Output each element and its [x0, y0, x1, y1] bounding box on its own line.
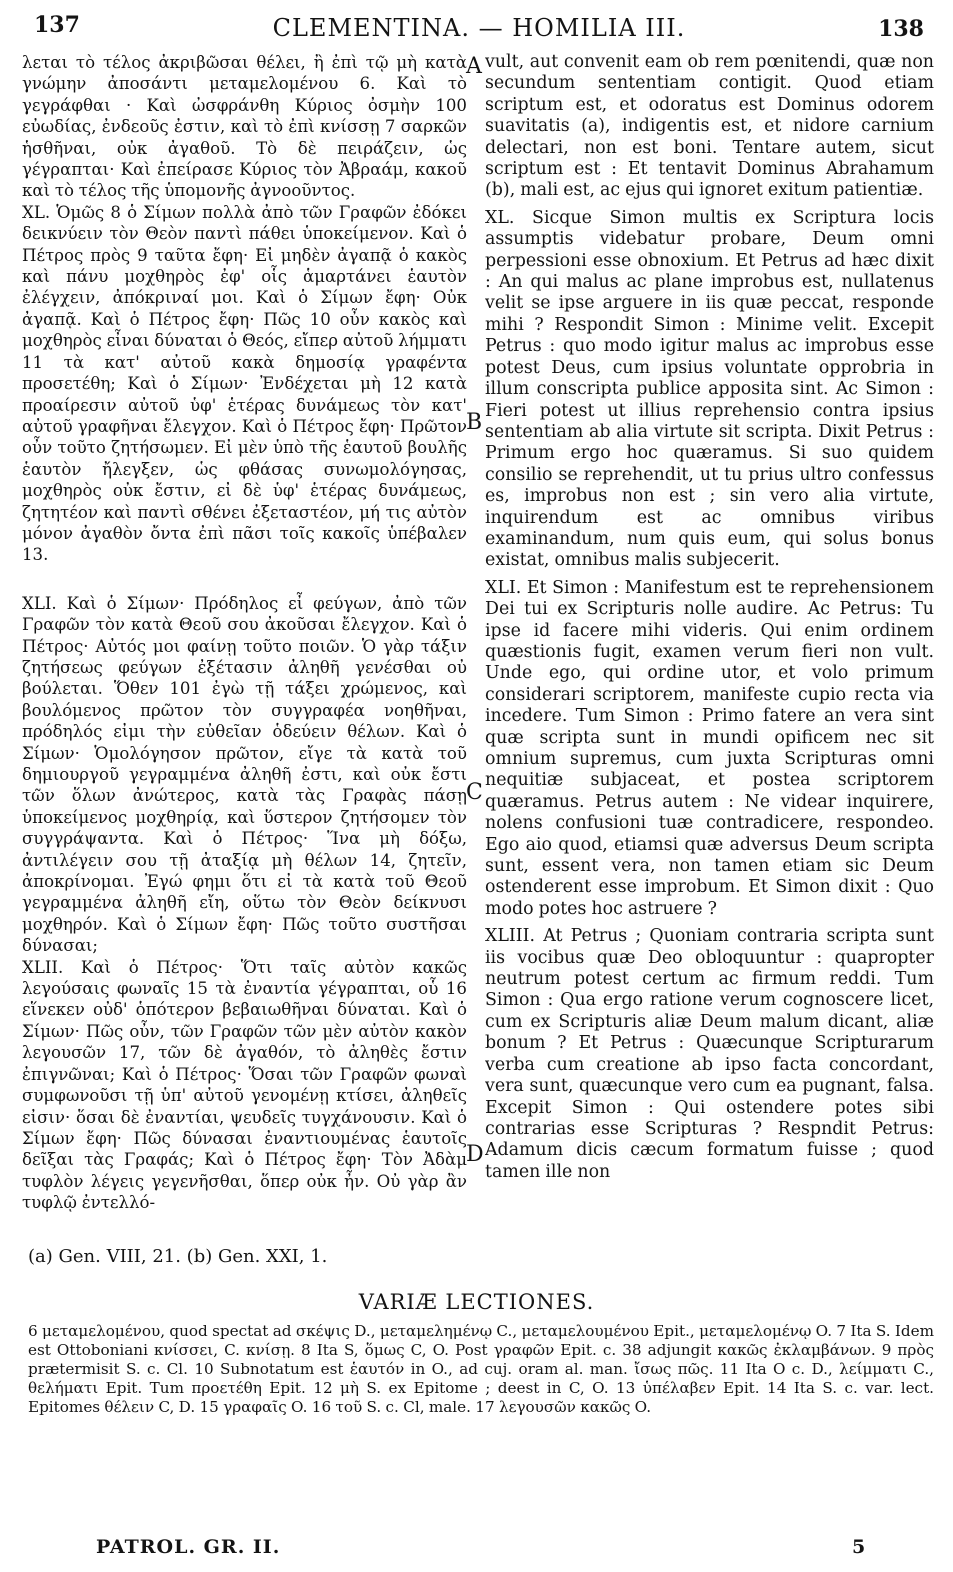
- margin-letter-b: B: [466, 410, 483, 435]
- greek-column: [22, 52, 467, 1234]
- footer-label: PATROL. GR. II.: [96, 1536, 281, 1558]
- latin-paragraph-2: XL. Sicque Simon multis ex Scriptura locis assumptis videbatur probare, Deum omni perpessioni esse obnoxium. Et Petrus ad hæc dixit : An qui malus ac plane improbus est, nullatenus velit se ipse arguere in iis quæ peccat, responde mihi ? Respondit Simon : Minime velit. Excepit Petrus : quo modo igitur malus ac improbus esse potest Deus, cum ipsius voluntate opprobria in illum conscripta publice apposita sint. Ac Simon : Fieri potest ut illius reprehensio contra ipsius sententiam ab alia virtute sit scripta. Dixit Petrus : Primum ergo hoc quæramus. Si suo quidem consilio se reprehendit, ut tu prius ultro confessus es, improbus non est ; sin vero alia virtute, inquirendum est ac omnibus viribus examinandum, num quis eum, qui solus bonus existat, omnibus malis subjecerit.: [485, 207, 934, 571]
- variae-lectiones-title: VARIÆ LECTIONES.: [358, 1290, 595, 1314]
- greek-paragraph-4: XLII. Καὶ ὁ Πέτρος· Ὅτι ταῖς αὐτὸν κακῶς λεγούσαις φωναῖς 15 τὰ ἐναντία γέγραπται, οὗ 16 εἵνεκεν οὐδ' ὁπότερον βεβαιωθῆναι δύναται. Καὶ ὁ Σίμων· Πῶς οὖν, τῶν Γραφῶν τῶν μὲν αὐτὸν κακὸν λεγουσῶν 17, τῶν δὲ ἀγαθόν, τὸ ἀληθὲς ἔστιν ἐπιγνῶναι; Καὶ ὁ Πέτρος· Ὅσαι τῶν Γραφῶν φωναὶ συμφωνοῦσι τῇ ὑπ' αὐτοῦ γενομένῃ κτίσει, ἀληθεῖς εἰσιν· ὅσαι δὲ ἐναντίαι, ψευδεῖς τυγχάνουσιν. Καὶ ὁ Σίμων ἔφη· Πῶς δύνασαι ἐναντιουμένας ἑαυτοῖς δεῖξαι τὰς Γραφάς; Καὶ ὁ Πέτρος ἔφη· Τὸν Ἀδὰμ τυφλὸν λέγεις γεγενῆσθαι, ὅπερ οὐκ ἦν. Οὐ γὰρ ἂν τυφλῷ ἐντελλό-: [22, 957, 467, 1213]
- margin-letter-d: D: [466, 1142, 484, 1167]
- sheet-signature: 5: [852, 1536, 866, 1558]
- variae-lectiones-text: [28, 1322, 934, 1417]
- greek-paragraph-1: λεται τὸ τέλος ἀκριβῶσαι θέλει, ἢ ἐπὶ τῷ μὴ κατὰ γνώμην ἀποσάντι μεταμελομένου 6. Καὶ τὸ γεγράφθαι · Καὶ ὠσφράνθη Κύριος ὀσμὴν 100 εὐωδίας, ἐνδεοῦς ἐστιν, καὶ τὸ ἐπὶ κνίσσῃ 7 σαρκῶν ἡσθῆναι, οὐκ ἀγαθοῦ. Τὸ δὲ πειράζειν, ὡς γέγραπται· Καὶ ἐπείρασε Κύριος τὸν Ἀβραάμ, κακοῦ καὶ τὸ τέλος τῆς ὑπομονῆς ἀγνοοῦντος.: [22, 53, 467, 201]
- source-footnotes: (a) Gen. VIII, 21. (b) Gen. XXI, 1.: [28, 1246, 328, 1267]
- latin-paragraph-1: vult, aut convenit eam ob rem pœnitendi, quæ non secundum sententiam contigit. Quod etiam scriptum est, et odoratus est Dominus odorem suavitatis (a), indigentis est, et nidore carnium delectari, non est boni. Tentare autem, sicut scriptum est : Et tentavit Dominus Abrahamum (b), mali est, ac ejus qui ignoret exitum patientiæ.: [485, 52, 934, 201]
- paragraph-gap: [22, 566, 467, 593]
- variae-lectiones-paragraph: 6 μεταμελομένου, quod spectat ad σκέψις D., μεταμελημένῳ C., μεταμελουμένου Epit., μεταμελομένῳ O. 7 Ita S. Idem est Ottoboniani κνίσσει, C. κνίσῃ. 8 Ita S, ὅμως C, O. Post γραφῶν Epit. c. 38 adjungit κακῶς ἐκλαμβάνων. 9 πρὸς prætermisit S. c. Cl. 10 Subnotatum est ἑαυτόν in O., ad cuj. oram al. man. ἴσως πῶς. 11 Ita O c. D., λείμματι C., θελήματι Epit. Tum προετέθη Epit. 12 μὴ S. ex Epitome ; deest in C, O. 13 ὑπέλαβεν Epit. 14 Ita S. c. var. lect. Epitomes θέλειν C, D. 15 γραφαῖς O. 16 τοῦ S. c. Cl, male. 17 λεγουσῶν κακῶς O.: [28, 1322, 934, 1416]
- running-title: CLEMENTINA. — HOMILIA III.: [272, 14, 686, 42]
- page-number-right: 138: [878, 16, 924, 42]
- latin-paragraph-3: XLI. Et Simon : Manifestum est te reprehensionem Dei tui ex Scripturis nolle audire. Ac Petrus: Tu ipse id facere mihi videris. Qui enim ordinem quæstionis fugit, examen verum fieri non vult. Unde ego, qui ordine utor, et volo primum considerari scriptorem, manifeste cupio recta via incedere. Tum Simon : Primo fatere an vera sint quæ scripta sunt in mundi opificem nec sit omnium supremus, cum juxta Scripturas omni nequitiæ subjaceat, et postea scriptorem quæramus. Petrus autem : Ne videar inquirere, nolens confusioni tuæ contradicere, respondeo. Ego aio quod, etiamsi quæ adversus Deum scripta sunt, essent vera, non tamen etiam sic Deum ostenderent esse improbum. Et Simon dixit : Quo modo potes hoc astruere ?: [485, 577, 934, 919]
- page-number-left: 137: [34, 12, 80, 38]
- margin-letters: [463, 52, 485, 1234]
- latin-paragraph-4: XLIII. At Petrus ; Quoniam contraria scripta sunt iis vocibus quæ Deo obloquuntur : quapropter neutrum potest certum ac firmum reddi. Tum Simon : Qua ergo ratione verum cognoscere licet, cum ex Scripturis aliæ Deum malum dicant, aliæ bonum ? Et Petrus : Quæcunque Scripturarum verba cum creatione ab ipso facta concordant, vera sunt, quæcunque vero cum ea pugnant, falsa. Excepit Simon : Qui ostendere potes sibi contrarias esse Scripturas ? Respndit Petrus: Adamum dicis cæcum formatum fuisse ; quod tamen ille non: [485, 926, 934, 1182]
- latin-column: [485, 52, 934, 1234]
- greek-paragraph-2: XL. Ὁμῶς 8 ὁ Σίμων πολλὰ ἀπὸ τῶν Γραφῶν ἐδόκει δεικνύειν τὸν Θεὸν παντὶ πάθει ὑποκείμενον. Καὶ ὁ Πέτρος πρὸς 9 ταῦτα ἔφη· Εἰ μηδὲν ἀγαπᾷ ὁ κακὸς καὶ πάνυ μοχθηρὸς ἐφ' οἷς ἁμαρτάνει ἑαυτὸν ἐλέγχειν, ἀπόκριναί μοι. Καὶ ὁ Σίμων ἔφη· Οὐκ ἀγαπᾷ. Καὶ ὁ Πέτρος ἔφη· Πῶς 10 οὖν κακὸς καὶ μοχθηρὸς εἶναι δύναται ὁ Θεός, εἴπερ αὐτοῦ λήμματι 11 τὰ κατ' αὐτοῦ κακὰ δημοσίᾳ γραφέντα προσετέθη; Καὶ ὁ Σίμων· Ἐνδέχεται μὴ 12 κατὰ προαίρεσιν αὐτοῦ ὑφ' ἑτέρας δυνάμεως τὸν κατ' αὐτοῦ γραφῆναι ἔλεγχον. Καὶ ὁ Πέτρος ἔφη· Πρῶτον οὖν τοῦτο ζητήσωμεν. Εἰ μὲν ὑπὸ τῆς ἑαυτοῦ βουλῆς ἑαυτὸν ἤλεγξεν, ὡς φθάσας συνωμολόγησας, μοχθηρὸς οὐκ ἔστιν, εἰ δὲ ὑφ' ἑτέρας δυνάμεως, ζητητέον καὶ παντὶ σθένει ἐξεταστέον, μή τις αὐτὸν μόνον ἀγαθὸν ὄντα ἐπὶ πᾶσι τοῖς κακοῖς ὑπέβαλεν 13.: [22, 202, 467, 565]
- margin-letter-a: A: [466, 54, 482, 79]
- margin-letter-c: C: [466, 780, 483, 805]
- page-header: [34, 10, 924, 44]
- greek-paragraph-3: XLI. Καὶ ὁ Σίμων· Πρόδηλος εἶ φεύγων, ἀπὸ τῶν Γραφῶν τὸν κατὰ Θεοῦ σου ἀκοῦσαι ἔλεγχον. Καὶ ὁ Πέτρος· Αὐτός μοι φαίνῃ τοῦτο ποιῶν. Ὁ γὰρ τάξιν ζητήσεως φεύγων ἐξέτασιν ἀληθῆ γενέσθαι οὐ βούλεται. Ὅθεν 101 ἐγὼ τῇ τάξει χρώμενος, καὶ βουλόμενος πρῶτον τὸν συγγραφέα νοηθῆναι, πρόδηλός εἰμι τὴν εὐθεῖαν ὁδεύειν θέλων. Καὶ ὁ Σίμων· Ὁμολόγησον πρῶτον, εἴγε τὰ κατὰ τοῦ δημιουργοῦ γεγραμμένα ἀληθῆ ἐστι, καὶ οὐκ ἔστι τῶν ὅλων ἀνώτερος, κατὰ τὰς Γραφὰς πάσῃ ὑποκείμενος μοχθηρίᾳ, καὶ ὕστερον ζητήσομεν τὸν συγγράψαντα. Καὶ ὁ Πέτρος· Ἵνα μὴ δόξω, ἀντιλέγειν σου τῇ ἀταξίᾳ μὴ θέλων 14, ζητεῖν, ἀποκρίνομαι. Ἐγώ φημι ὅτι εἰ τὰ κατὰ τοῦ Θεοῦ γεγραμμένα ἀληθῆ εἴη, οὕτω τὸν Θεὸν δείκνυσι μοχθηρόν. Καὶ ὁ Σίμων ἔφη· Πῶς τοῦτο συστῆσαι δύνασαι;: [22, 593, 467, 956]
